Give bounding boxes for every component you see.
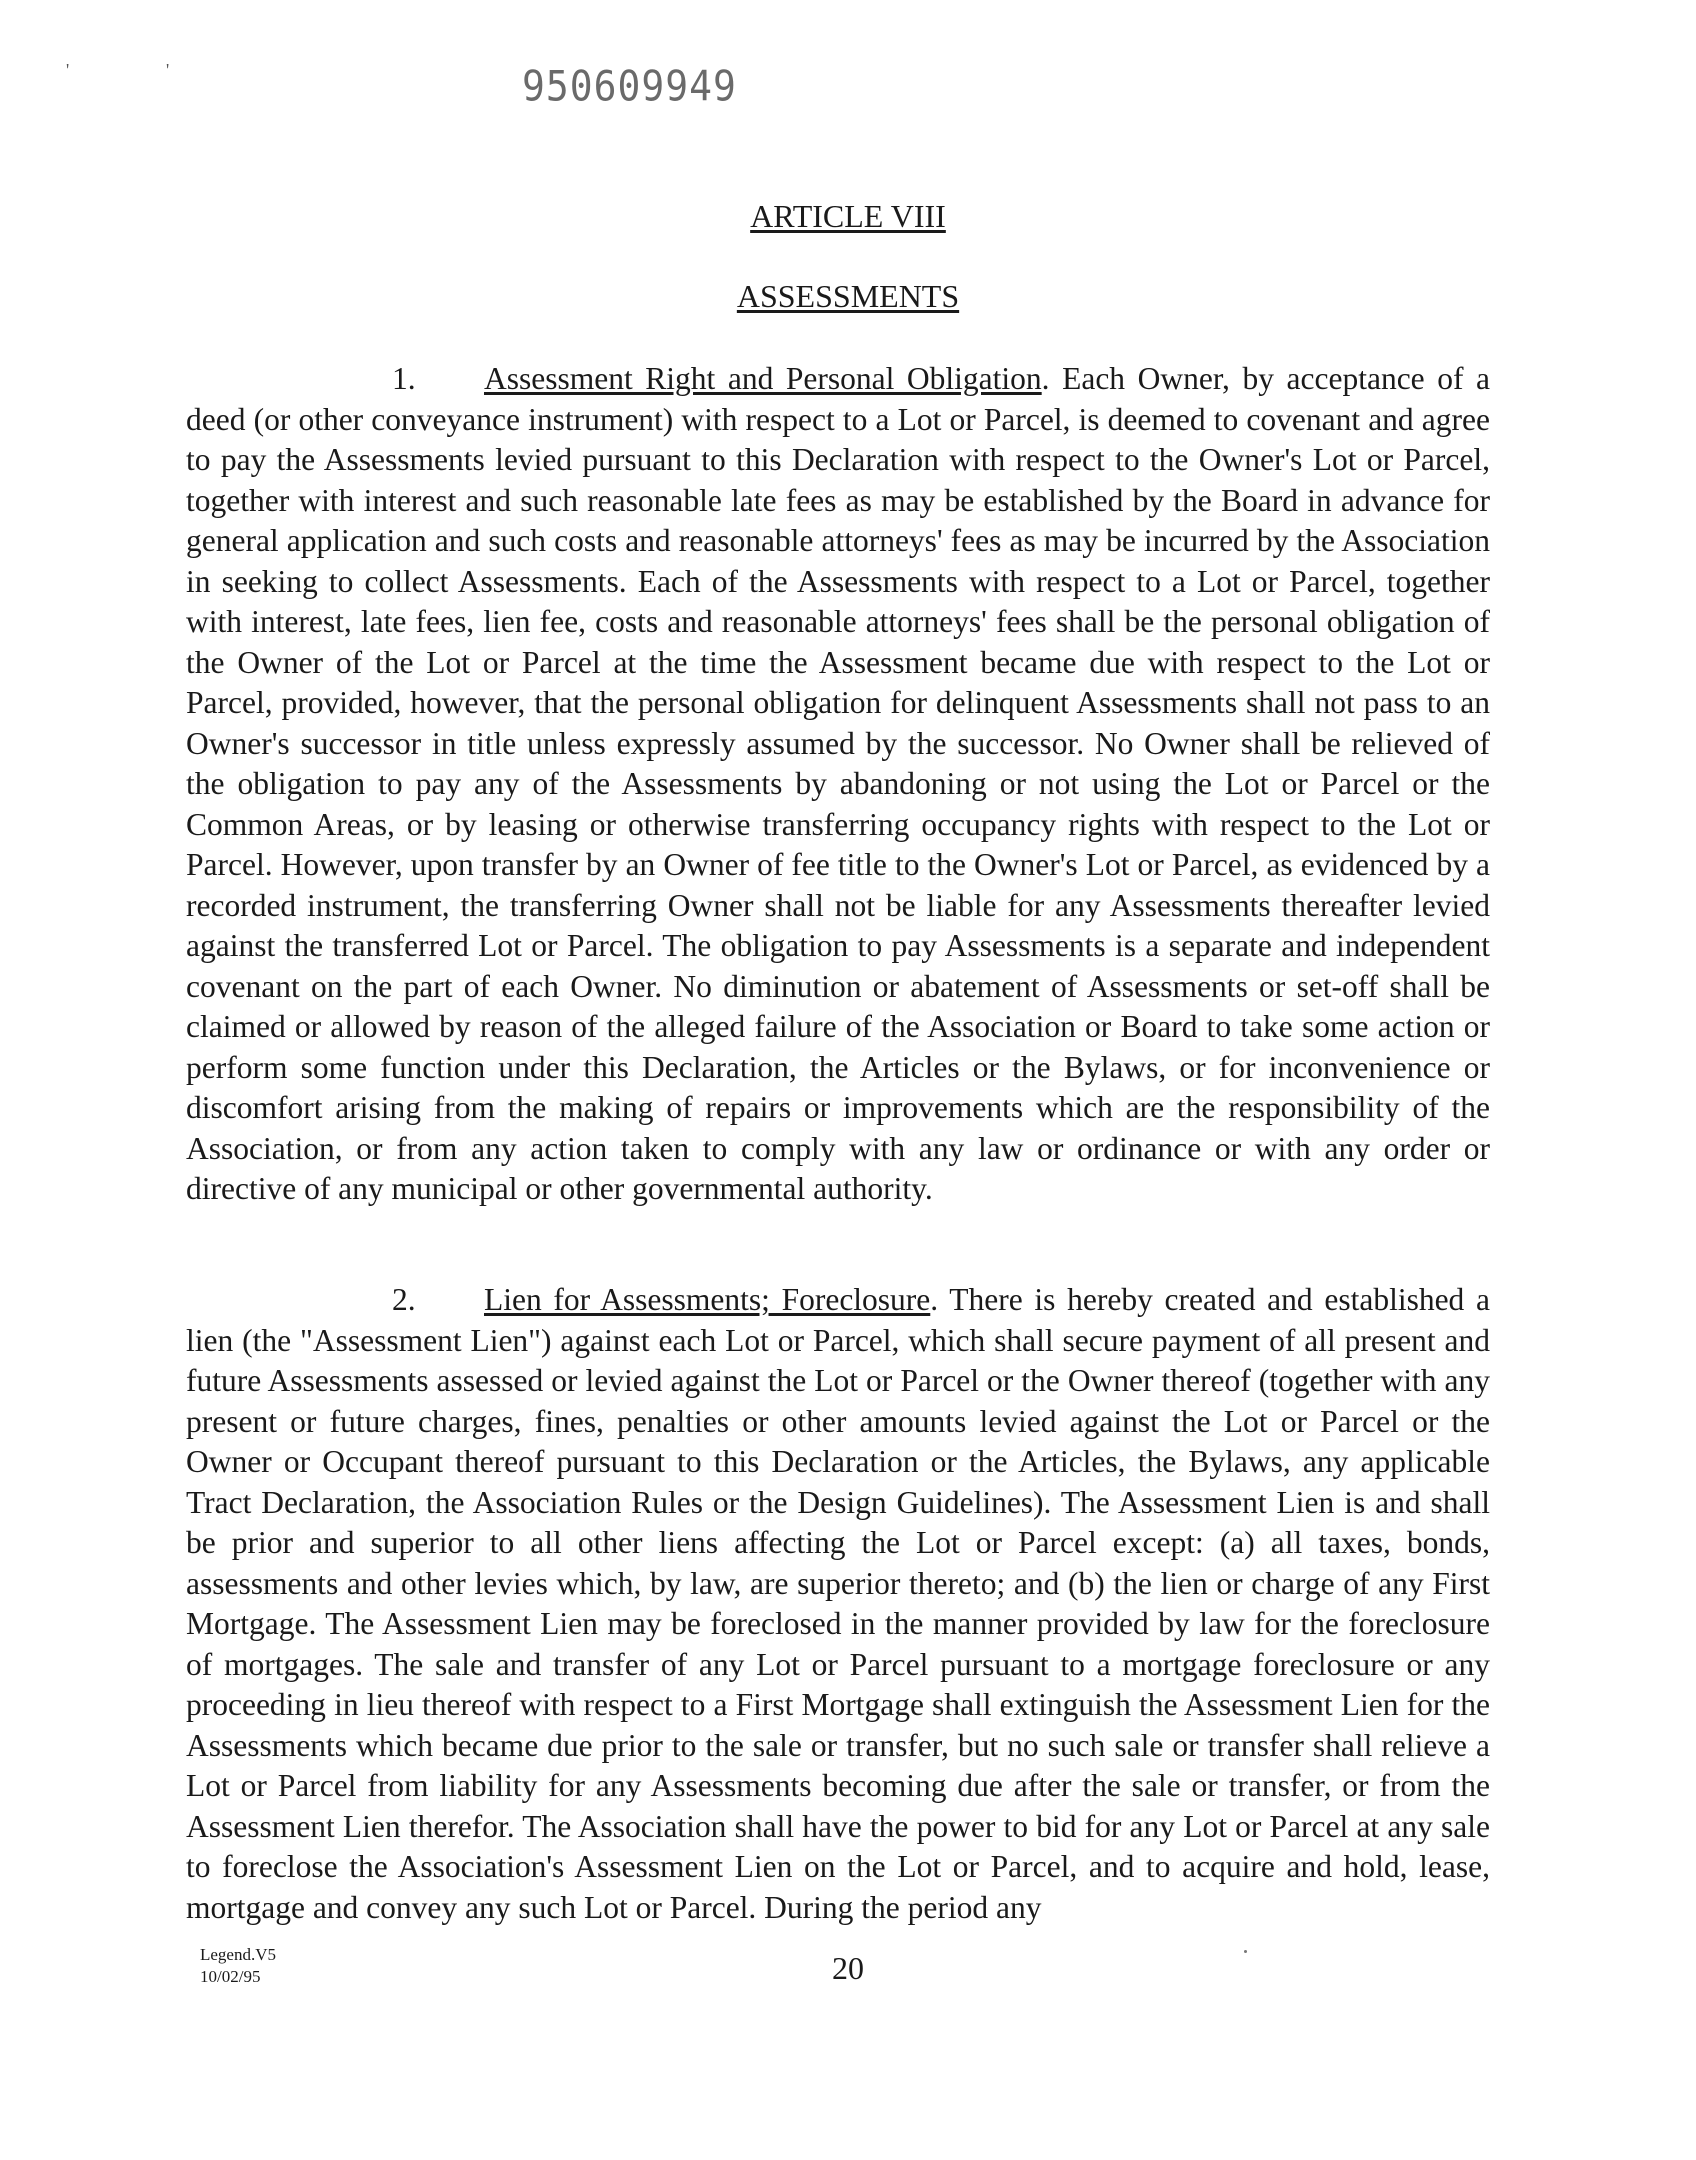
page-number: 20 bbox=[832, 1950, 864, 1986]
section-paragraph bbox=[186, 359, 1490, 1210]
scan-dot bbox=[1244, 1950, 1247, 1953]
section-title: Assessment Right and Personal Obligation bbox=[484, 361, 1042, 396]
section-body: . There is hereby created and established a lien (the "Assessment Lien") against each Lot or Parcel, which shall secure payment of all present and future Assessments assessed or levied against the Lot or Parcel or the Owner thereof (together with any present or future charges, fines, penalties or other amounts levied against the Lot or Parcel or the Owner or Occupant thereof pursuant to this Declaration or the Articles, the Bylaws, any applicable Tract Declaration, the Association Rules or the Design Guidelines). The Assessment Lien is and shall be prior and superior to all other liens affecting the Lot or Parcel except: (a) all taxes, bonds, assessments and other levies which, by law, are superior thereto; and (b) the lien or charge of any First Mortgage. The Assessment Lien may be foreclosed in the manner provided by law for the foreclosure of mortgages. The sale and transfer of any Lot or Parcel pursuant to a mortgage foreclosure or any proceeding in lieu thereof with respect to a First Mortgage shall extinguish the Assessment Lien for the Assessments which became due prior to the sale or transfer, but no such sale or transfer shall relieve a Lot or Parcel from liability for any Assessments becoming due after the sale or transfer, or from the Assessment Lien therefor. The Association shall have the power to bid for any Lot or Parcel at any sale to foreclose the Association's Assessment Lien on the Lot or Parcel, and to acquire and hold, lease, mortgage and convey any such Lot or Parcel. During the period any bbox=[186, 1282, 1490, 1925]
article-title-text: ARTICLE VIII bbox=[750, 198, 946, 234]
section-number: 1. bbox=[392, 361, 416, 396]
article-subtitle-text: ASSESSMENTS bbox=[736, 278, 960, 314]
scan-mark: ' bbox=[66, 60, 70, 80]
section-number: 2. bbox=[392, 1282, 416, 1317]
article-subtitle bbox=[0, 278, 1696, 315]
article-title bbox=[0, 198, 1696, 235]
footer-legend-date: 10/02/95 bbox=[200, 1967, 261, 1986]
footer-legend-version: Legend.V5 bbox=[200, 1945, 277, 1964]
document-recording-number: 950609949 bbox=[522, 62, 737, 111]
section-body: . Each Owner, by acceptance of a deed (or other conveyance instrument) with respect to a Lot or Parcel, is deemed to covenant and agree to pay the Assessments levied pursuant to this Declaration with respect to the Owner's Lot or Parcel, together with interest and such reasonable late fees as may be established by the Board in advance for general application and such costs and reasonable attorneys' fees as may be incurred by the Association in seeking to collect Assessments. Each of the Assessments with respect to a Lot or Parcel, together with interest, late fees, lien fee, costs and reasonable attorneys' fees shall be the personal obligation of the Owner of the Lot or Parcel at the time the Assessment became due with respect to the Lot or Parcel, provided, however, that the personal obligation for delinquent Assessments shall not pass to an Owner's successor in title unless expressly assumed by the successor. No Owner shall be relieved of the obligation to pay any of the Assessments by abandoning or not using the Lot or Parcel or the Common Areas, or by leasing or otherwise transferring occupancy rights with respect to the Lot or Parcel. However, upon transfer by an Owner of fee title to the Owner's Lot or Parcel, as evidenced by a recorded instrument, the transferring Owner shall not be liable for any Assessments thereafter levied against the transferred Lot or Parcel. The obligation to pay Assessments is a separate and independent covenant on the part of each Owner. No diminution or abatement of Assessments or set-off shall be claimed or allowed by reason of the alleged failure of the Association or Board to take some action or perform some function under this Declaration, the Articles or the Bylaws, or for inconvenience or discomfort arising from the making of repairs or improvements which are the responsibility of the Association, or from any action taken to comply with any law or ordinance or with any order or directive of any municipal or other governmental authority. bbox=[186, 361, 1490, 1206]
section-title: Lien for Assessments; Foreclosure bbox=[484, 1282, 931, 1317]
section-paragraph bbox=[186, 1280, 1490, 1928]
scan-mark: ' bbox=[166, 60, 170, 80]
